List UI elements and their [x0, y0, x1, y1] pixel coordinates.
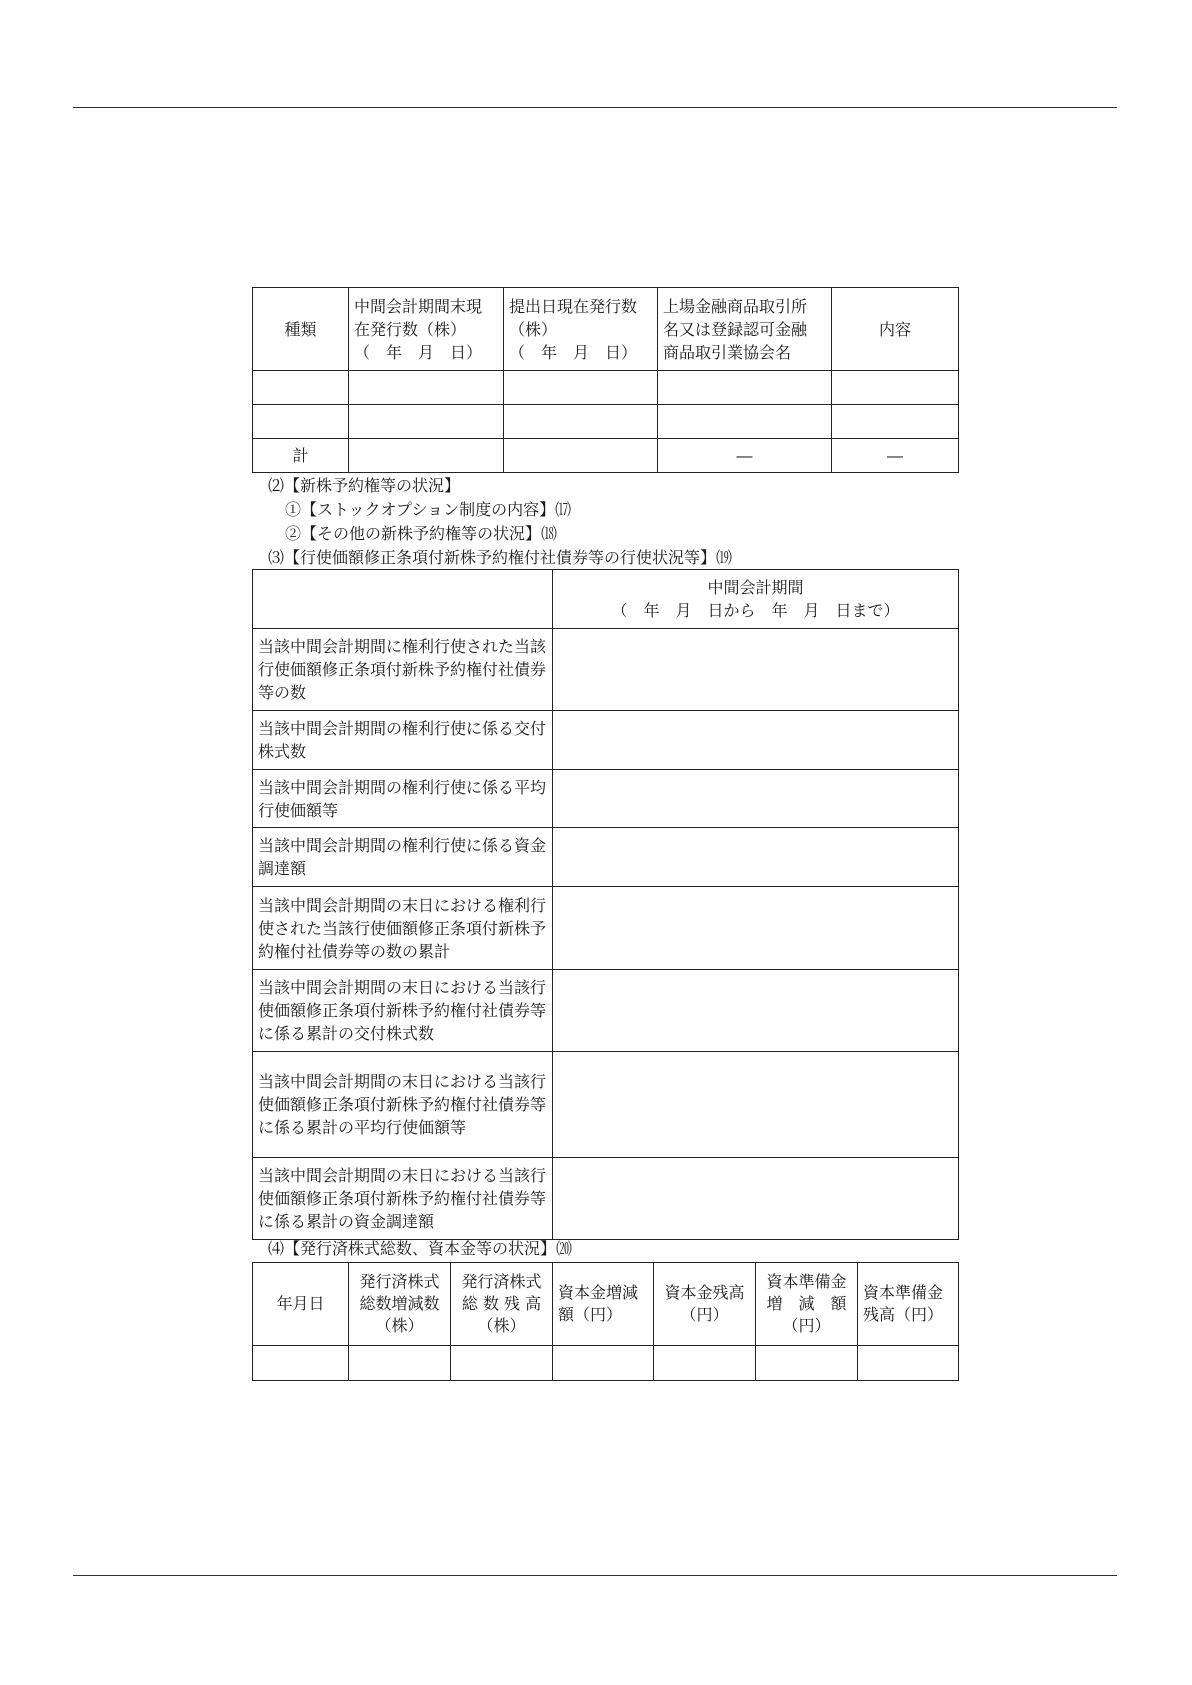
table-row [253, 828, 959, 887]
shares-issued-table [252, 287, 959, 473]
row-label: 当該中間会計期間の権利行使に係る交付株式数 [253, 711, 553, 770]
row-label: 当該中間会計期間の末日における当該行使価額修正条項付新株予約権付社債券等に係る累計の平均行使価額等 [253, 1052, 553, 1158]
section2-item-other-rights: ②【その他の新株予約権等の状況】⒅ [285, 524, 558, 543]
header-type: 種類 [253, 288, 349, 371]
period-range: （ 年 月 日から 年 月 日まで） [611, 601, 900, 620]
header-capital-balance: 資本金残高 （円） [654, 1263, 756, 1346]
header-shares-change: 発行済株式 総数増減数 （株） [349, 1263, 451, 1346]
table-row [253, 887, 959, 970]
row-label: 当該中間会計期間の権利行使に係る資金調達額 [253, 828, 553, 887]
period-title: 中間会計期間 [707, 578, 804, 597]
table-row [253, 770, 959, 828]
section2-heading: ⑵【新株予約権等の状況】 [268, 476, 461, 495]
total-row [253, 439, 959, 473]
header-interim-end-issued: 中間会計期間末現 在発行数（株） （ 年 月 日） [349, 288, 504, 371]
table-row [253, 371, 959, 405]
header-exchange-name: 上場金融商品取引所 名又は登録認可金融 商品取引業協会名 [658, 288, 832, 371]
header-reserve-change: 資本準備金 増 減 額 （円） [756, 1263, 858, 1346]
table-row [253, 1052, 959, 1158]
header-content: 内容 [832, 288, 959, 371]
table-row [253, 629, 959, 711]
row-label: 当該中間会計期間に権利行使された当該行使価額修正条項付新株予約権付社債券等の数 [253, 629, 553, 711]
exercise-status-table [252, 569, 959, 1240]
header-date: 年月日 [253, 1263, 349, 1346]
dash-cell: ― [832, 439, 959, 473]
total-label: 計 [253, 439, 349, 473]
table-row [253, 1346, 959, 1381]
header-shares-balance: 発行済株式 総 数 残 高 （株） [451, 1263, 553, 1346]
section2-item-stock-options: ①【ストックオプション制度の内容】⒄ [285, 500, 572, 519]
section3-heading: ⑶【行使価額修正条項付新株予約権付社債券等の行使状況等】⒆ [268, 548, 733, 567]
row-label: 当該中間会計期間の末日における権利行使された当該行使価額修正条項付新株予約権付社債券等の数の累計 [253, 887, 553, 970]
table-row [253, 711, 959, 770]
table-row [253, 405, 959, 439]
table-row [253, 970, 959, 1052]
row-label: 当該中間会計期間の末日における当該行使価額修正条項付新株予約権付社債券等に係る累計の資金調達額 [253, 1158, 553, 1240]
period-header [553, 570, 959, 629]
capital-status-table [252, 1262, 959, 1381]
header-rule [73, 107, 1117, 108]
dash-cell: ― [658, 439, 832, 473]
table-row [253, 1158, 959, 1240]
footer-rule [73, 1575, 1117, 1576]
row-label: 当該中間会計期間の権利行使に係る平均行使価額等 [253, 770, 553, 828]
header-filing-date-issued: 提出日現在発行数 （株） （ 年 月 日） [504, 288, 658, 371]
section4-heading: ⑷【発行済株式総数、資本金等の状況】⒇ [268, 1239, 573, 1258]
row-label: 当該中間会計期間の末日における当該行使価額修正条項付新株予約権付社債券等に係る累計の交付株式数 [253, 970, 553, 1052]
header-capital-change: 資本金増減 額（円） [553, 1263, 654, 1346]
header-reserve-balance: 資本準備金 残高（円） [858, 1263, 959, 1346]
